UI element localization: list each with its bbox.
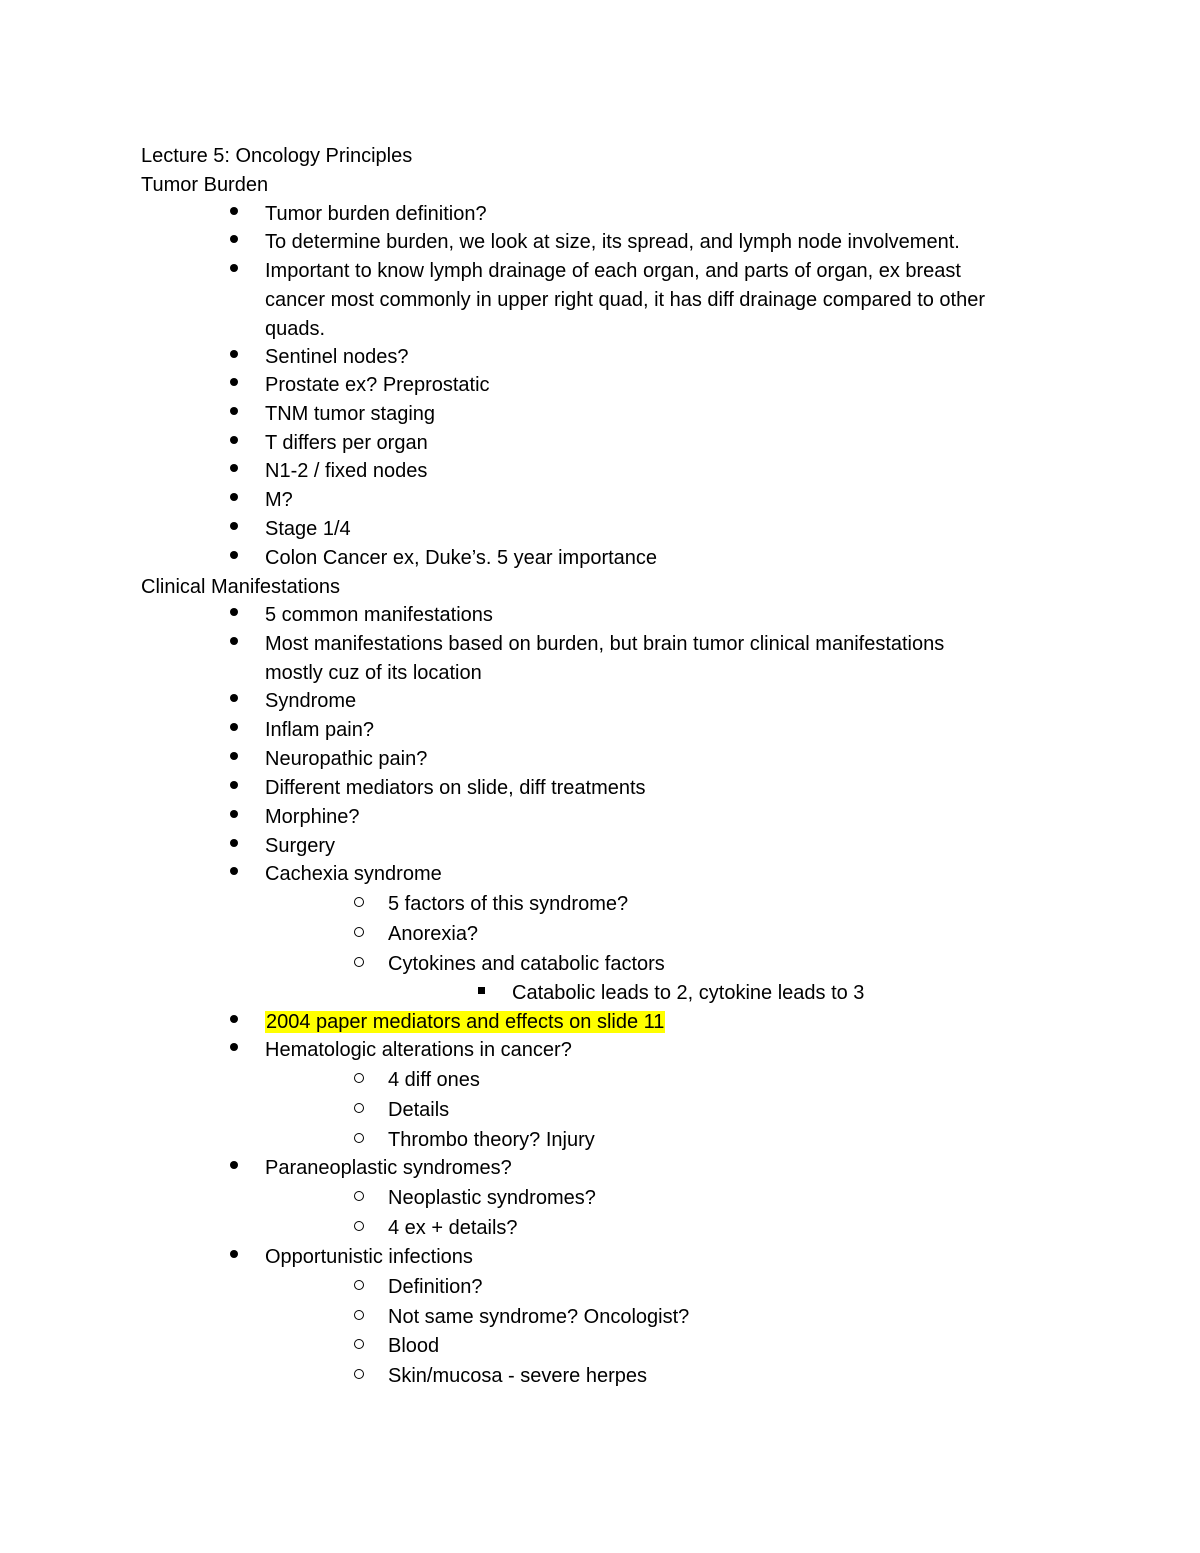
- sub-list-item: Blood: [388, 1335, 440, 1357]
- list-item: TNM tumor staging: [265, 403, 436, 425]
- list-item-continuation: cancer most commonly in upper right quad, it has diff drainage compared to other: [265, 289, 986, 311]
- section-heading-clinical-manifestations: Clinical Manifestations: [141, 576, 340, 598]
- bullet-dot: [230, 1043, 238, 1051]
- bullet-dot: [230, 608, 238, 616]
- list-item: Colon Cancer ex, Duke’s. 5 year importance: [265, 547, 658, 569]
- bullet-dot: [230, 1161, 238, 1169]
- section-heading-tumor-burden: Tumor Burden: [141, 174, 269, 196]
- bullet-dot: [230, 522, 238, 530]
- sub-sub-list-item: Catabolic leads to 2, cytokine leads to 3: [512, 982, 865, 1004]
- bullet-dot: [230, 839, 238, 847]
- sub-list-item: 4 ex + details?: [388, 1217, 518, 1239]
- sub-list-item: 4 diff ones: [388, 1069, 480, 1091]
- list-item: To determine burden, we look at size, its spread, and lymph node involvement.: [265, 231, 960, 253]
- list-item: Tumor burden definition?: [265, 203, 487, 225]
- bullet-circle: [354, 957, 364, 967]
- bullet-circle: [354, 1133, 364, 1143]
- bullet-dot: [230, 207, 238, 215]
- bullet-circle: [354, 1280, 364, 1290]
- bullet-circle: [354, 927, 364, 937]
- bullet-dot: [230, 1015, 238, 1023]
- highlighted-text: 2004 paper mediators and effects on slide 11: [266, 1011, 665, 1033]
- document-title: Lecture 5: Oncology Principles: [141, 145, 413, 167]
- sub-list-item: Details: [388, 1099, 450, 1121]
- bullet-dot: [230, 264, 238, 272]
- list-item: Important to know lymph drainage of each organ, and parts of organ, ex breast: [265, 260, 961, 282]
- bullet-dot: [230, 493, 238, 501]
- list-item-continuation: mostly cuz of its location: [265, 662, 482, 684]
- list-item: Opportunistic infections: [265, 1246, 473, 1268]
- list-item: Hematologic alterations in cancer?: [265, 1039, 572, 1061]
- bullet-dot: [230, 694, 238, 702]
- bullet-dot: [230, 781, 238, 789]
- list-item: Syndrome: [265, 690, 357, 712]
- list-item: Stage 1/4: [265, 518, 351, 540]
- sub-list-item: Skin/mucosa - severe herpes: [388, 1365, 648, 1387]
- bullet-dot: [230, 235, 238, 243]
- list-item-highlighted: [265, 1010, 665, 1034]
- list-item: T differs per organ: [265, 432, 428, 454]
- list-item: Inflam pain?: [265, 719, 374, 741]
- list-item: Prostate ex? Preprostatic: [265, 374, 490, 396]
- list-item: Different mediators on slide, diff treatments: [265, 777, 646, 799]
- list-item: Morphine?: [265, 806, 360, 828]
- bullet-circle: [354, 1310, 364, 1320]
- list-item: Surgery: [265, 835, 336, 857]
- bullet-circle: [354, 1103, 364, 1113]
- list-item: Most manifestations based on burden, but brain tumor clinical manifestations: [265, 633, 945, 655]
- sub-list-item: Not same syndrome? Oncologist?: [388, 1306, 690, 1328]
- list-item: Paraneoplastic syndromes?: [265, 1157, 512, 1179]
- sub-list-item: Neoplastic syndromes?: [388, 1187, 596, 1209]
- bullet-dot: [230, 867, 238, 875]
- bullet-circle: [354, 1369, 364, 1379]
- bullet-circle: [354, 1221, 364, 1231]
- sub-list-item: Definition?: [388, 1276, 483, 1298]
- bullet-dot: [230, 551, 238, 559]
- bullet-dot: [230, 350, 238, 358]
- list-item: M?: [265, 489, 293, 511]
- sub-list-item: Cytokines and catabolic factors: [388, 953, 665, 975]
- list-item: Sentinel nodes?: [265, 346, 409, 368]
- bullet-circle: [354, 1073, 364, 1083]
- list-item: N1-2 / fixed nodes: [265, 460, 428, 482]
- bullet-circle: [354, 897, 364, 907]
- sub-list-item: Anorexia?: [388, 923, 479, 945]
- bullet-dot: [230, 752, 238, 760]
- list-item-continuation: quads.: [265, 318, 326, 340]
- bullet-dot: [230, 464, 238, 472]
- bullet-dot: [230, 810, 238, 818]
- bullet-dot: [230, 637, 238, 645]
- sub-list-item: Thrombo theory? Injury: [388, 1129, 595, 1151]
- bullet-dot: [230, 1250, 238, 1258]
- bullet-square: [478, 987, 485, 994]
- bullet-circle: [354, 1339, 364, 1349]
- list-item: Cachexia syndrome: [265, 863, 442, 885]
- list-item: Neuropathic pain?: [265, 748, 428, 770]
- list-item: 5 common manifestations: [265, 604, 493, 626]
- bullet-dot: [230, 378, 238, 386]
- bullet-circle: [354, 1191, 364, 1201]
- bullet-dot: [230, 436, 238, 444]
- sub-list-item: 5 factors of this syndrome?: [388, 893, 629, 915]
- bullet-dot: [230, 407, 238, 415]
- bullet-dot: [230, 723, 238, 731]
